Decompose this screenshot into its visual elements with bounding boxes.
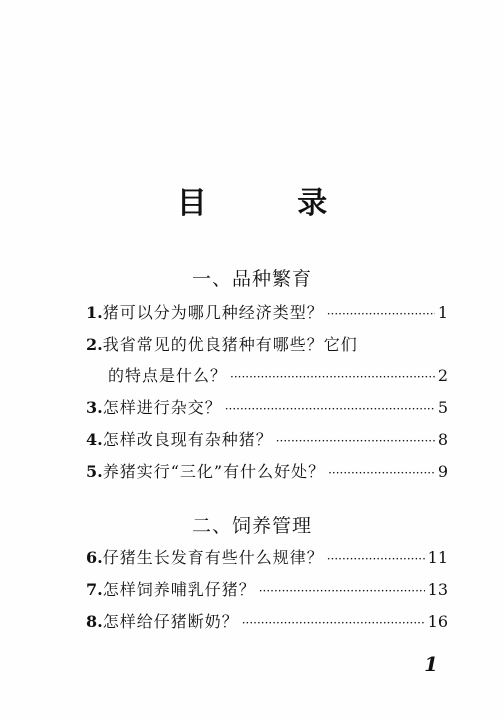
entry-page-number: 9 — [437, 462, 448, 481]
entry-title: 怎样进行杂交？ — [102, 398, 222, 417]
entry-number: 8. — [86, 612, 103, 631]
toc-list-breeding — [86, 304, 448, 495]
page-folio-number: 1 — [424, 652, 438, 676]
entry-number: 1. — [86, 303, 103, 322]
entry-number: 2. — [86, 335, 103, 354]
entry-page-number: 5 — [437, 398, 448, 417]
toc-entry-8[interactable] — [86, 613, 448, 632]
dot-leader — [259, 582, 425, 600]
entry-title: 养猪实行“三化”有什么好处？ — [102, 462, 326, 481]
toc-list-management — [86, 549, 448, 645]
section-heading-breeding: 一、品种繁育 — [191, 268, 312, 290]
entry-title: 猪可以分为哪几种经济类型？ — [102, 303, 324, 322]
entry-number: 5. — [86, 462, 103, 481]
entry-title: 怎样改良现有杂种猪？ — [102, 430, 273, 449]
entry-page-number: 11 — [427, 548, 448, 567]
entry-number: 4. — [86, 430, 103, 449]
dot-leader — [276, 432, 435, 450]
entry-page-number: 1 — [437, 303, 448, 322]
entry-title: 我省常见的优良猪种有哪些？它们 — [102, 335, 358, 354]
entry-title: 怎样饲养哺乳仔猪？ — [102, 580, 256, 599]
dot-leader — [230, 368, 435, 386]
toc-entry-7[interactable] — [86, 581, 448, 600]
dot-leader — [327, 305, 435, 323]
entry-title-continued: 的特点是什么？ — [108, 366, 228, 385]
dot-leader — [328, 464, 435, 482]
entry-page-number: 16 — [427, 612, 448, 631]
page-title: 目 录 — [176, 186, 368, 221]
dot-leader — [242, 614, 425, 632]
dot-leader — [327, 550, 425, 568]
toc-entry-4[interactable] — [86, 431, 448, 450]
entry-number: 7. — [86, 580, 103, 599]
entry-page-number: 8 — [437, 430, 448, 449]
entry-title: 仔猪生长发育有些什么规律？ — [102, 548, 324, 567]
toc-entry-2[interactable] — [86, 336, 448, 386]
toc-entry-5[interactable] — [86, 463, 448, 482]
entry-page-number: 13 — [427, 580, 448, 599]
entry-page-number: 2 — [437, 366, 448, 385]
entry-number: 6. — [86, 548, 103, 567]
entry-title: 怎样给仔猪断奶？ — [102, 612, 239, 631]
toc-entry-1[interactable] — [86, 304, 448, 323]
section-heading-management: 二、饲养管理 — [191, 515, 312, 537]
toc-entry-6[interactable] — [86, 549, 448, 568]
toc-entry-3[interactable] — [86, 399, 448, 418]
dot-leader — [225, 400, 435, 418]
entry-number: 3. — [86, 398, 103, 417]
